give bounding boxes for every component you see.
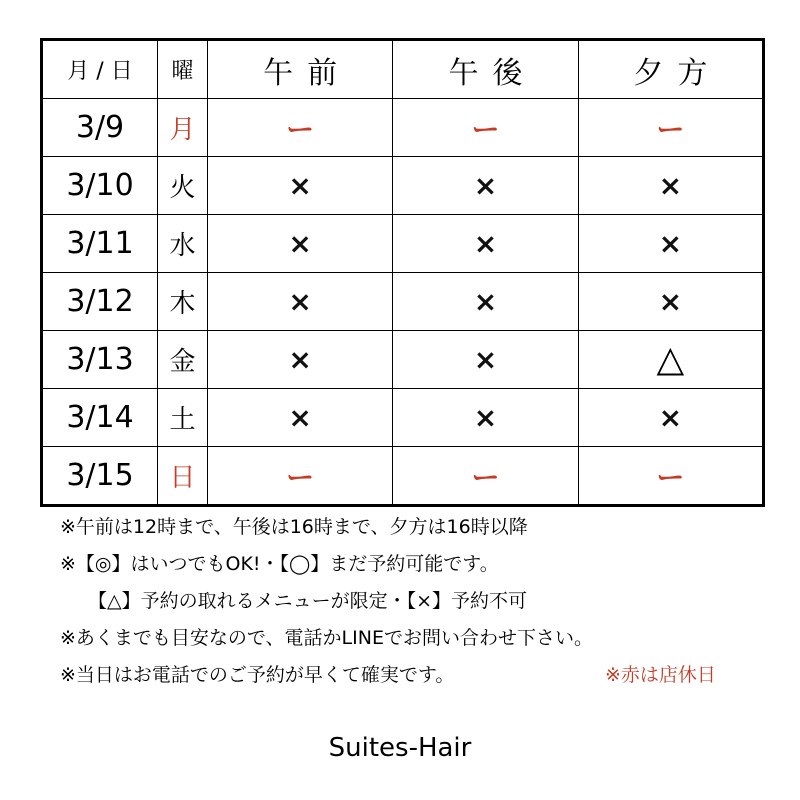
unavailable-mark: × <box>578 215 763 273</box>
note-symbols-2: 【△】予約の取れるメニューが限定・【×】予約不可 <box>88 590 528 612</box>
weekday-cell: 月 <box>158 99 208 157</box>
note-closed-days: ※赤は店休日 <box>605 664 716 686</box>
unavailable-mark: × <box>393 157 578 215</box>
table-row <box>42 447 764 506</box>
closed-mark: ー <box>578 447 763 506</box>
weekday-cell: 金 <box>158 331 208 389</box>
unavailable-mark: × <box>208 157 393 215</box>
unavailable-mark: × <box>208 215 393 273</box>
weekday-cell: 日 <box>158 447 208 506</box>
header-dow: 曜 <box>158 40 208 99</box>
table-row <box>42 99 764 157</box>
schedule-body <box>42 99 764 506</box>
unavailable-mark: × <box>208 273 393 331</box>
date-cell: 3/13 <box>42 331 158 389</box>
header-evening: 夕方 <box>578 40 763 99</box>
weekday-cell: 火 <box>158 157 208 215</box>
table-row <box>42 215 764 273</box>
table-row <box>42 331 764 389</box>
header-afternoon: 午後 <box>393 40 578 99</box>
unavailable-mark: × <box>393 389 578 447</box>
header-date: 月 / 日 <box>42 40 158 99</box>
header-row <box>42 40 764 99</box>
closed-mark: ー <box>208 447 393 506</box>
unavailable-mark: × <box>393 215 578 273</box>
table-row <box>42 157 764 215</box>
weekday-cell: 土 <box>158 389 208 447</box>
header-morning: 午前 <box>208 40 393 99</box>
date-cell: 3/11 <box>42 215 158 273</box>
note-symbols-1: ※【◎】はいつでもOK!・【◯】まだ予約可能です。 <box>60 553 499 575</box>
date-cell: 3/15 <box>42 447 158 506</box>
unavailable-mark: × <box>208 389 393 447</box>
closed-mark: ー <box>578 99 763 157</box>
unavailable-mark: × <box>578 389 763 447</box>
unavailable-mark: × <box>208 331 393 389</box>
table-row <box>42 273 764 331</box>
date-cell: 3/12 <box>42 273 158 331</box>
unavailable-mark: × <box>393 273 578 331</box>
weekday-cell: 木 <box>158 273 208 331</box>
unavailable-mark: × <box>393 331 578 389</box>
date-cell: 3/10 <box>42 157 158 215</box>
shop-name: Suites-Hair <box>328 733 472 763</box>
unavailable-mark: × <box>578 157 763 215</box>
closed-mark: ー <box>208 99 393 157</box>
unavailable-mark: × <box>578 273 763 331</box>
weekday-cell: 水 <box>158 215 208 273</box>
closed-mark: ー <box>393 99 578 157</box>
date-cell: 3/14 <box>42 389 158 447</box>
closed-mark: ー <box>393 447 578 506</box>
date-cell: 3/9 <box>42 99 158 157</box>
schedule-table <box>40 38 765 507</box>
note-contact: ※あくまでも目安なので、電話かLINEでお問い合わせ下さい。 <box>60 627 593 649</box>
note-same-day: ※当日はお電話でのご予約が早くて確実です。 <box>60 664 455 686</box>
limited-mark: △ <box>578 331 763 389</box>
table-row <box>42 389 764 447</box>
note-hours: ※午前は12時まで、午後は16時まで、夕方は16時以降 <box>60 516 528 538</box>
